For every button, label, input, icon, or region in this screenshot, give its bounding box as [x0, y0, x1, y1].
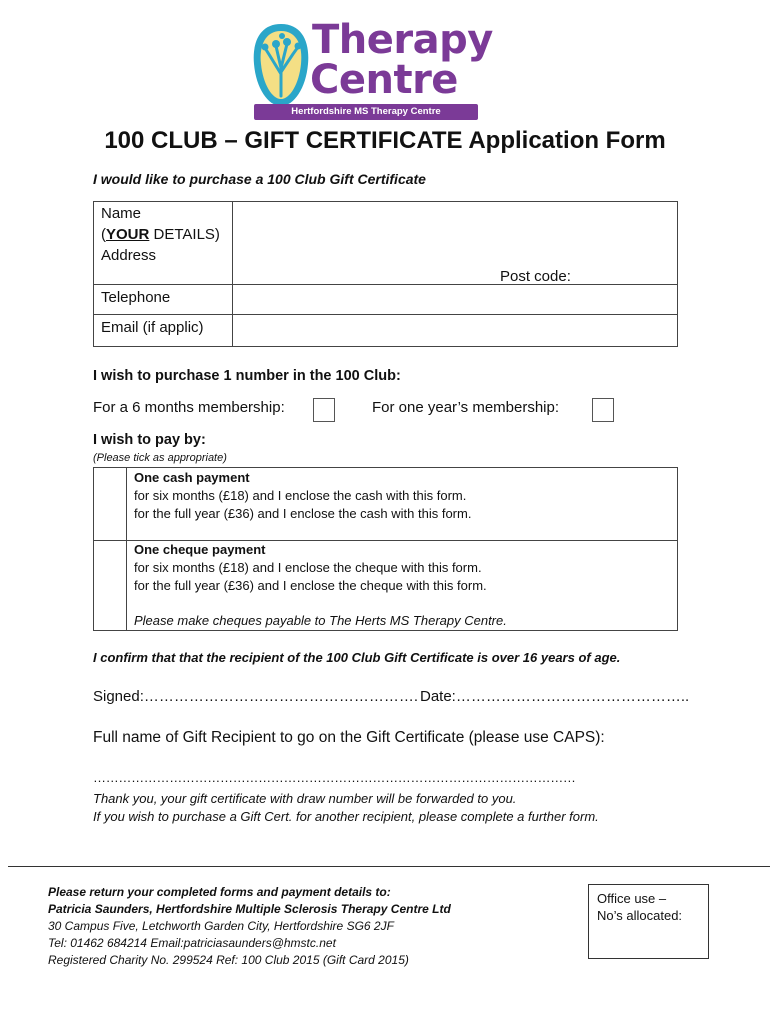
email-field[interactable] — [233, 315, 677, 346]
cheque-full-year: for the full year (£36) and I enclose the cheque with this form. — [134, 578, 487, 593]
logo-word-centre: Centre — [310, 57, 458, 103]
postcode-label: Post code: — [500, 268, 571, 285]
telephone-field[interactable] — [233, 285, 677, 314]
six-months-checkbox[interactable] — [313, 398, 335, 422]
thanks-line-1: Thank you, your gift certificate with draw number will be forwarded to you. — [93, 791, 517, 806]
cash-full-year: for the full year (£36) and I enclose the cash with this form. — [134, 506, 472, 521]
cash-tick-box[interactable] — [94, 468, 126, 540]
payment-table — [93, 467, 678, 631]
date-line[interactable]: Date:……………………………………….. — [420, 688, 690, 705]
tree-icon — [252, 22, 310, 108]
charity-reference: Registered Charity No. 299524 Ref: 100 Club 2015 (Gift Card 2015) — [48, 953, 409, 967]
cheque-six-months: for six months (£18) and I enclose the cheque with this form. — [134, 560, 482, 575]
one-year-checkbox[interactable] — [592, 398, 614, 422]
pay-heading: I wish to pay by: — [93, 432, 206, 448]
cash-six-months: for six months (£18) and I enclose the cash with this form. — [134, 488, 467, 503]
recipient-name-line[interactable]: …………………………………………………………………………………………………… — [93, 770, 576, 785]
thanks-line-2: If you wish to purchase a Gift Cert. for another recipient, please complete a further form. — [93, 809, 599, 824]
six-months-label: For a 6 months membership: — [93, 399, 285, 416]
purchase-heading: I wish to purchase 1 number in the 100 Club: — [93, 368, 401, 384]
payment-column-divider — [126, 468, 127, 630]
cash-title: One cash payment — [134, 470, 250, 485]
cheque-payable-note: Please make cheques payable to The Herts MS Therapy Centre. — [134, 613, 507, 628]
cheque-title: One cheque payment — [134, 542, 266, 557]
intro-text: I would like to purchase a 100 Club Gift Certificate — [93, 171, 426, 187]
name-address-field[interactable] — [233, 202, 677, 284]
return-address-block — [48, 884, 451, 969]
name-label: Name — [101, 205, 142, 222]
your-details-label — [101, 224, 220, 245]
logo-banner: Hertfordshire MS Therapy Centre — [254, 104, 478, 120]
cheque-tick-box[interactable] — [94, 541, 126, 630]
your-open: ( — [101, 226, 106, 243]
logo-word-therapy: Therapy — [312, 17, 493, 63]
page-title: 100 CLUB – GIFT CERTIFICATE Application Form — [104, 127, 666, 154]
details-table — [93, 201, 678, 347]
email-label: Email (if applic) — [101, 319, 204, 336]
office-use-box — [588, 884, 709, 959]
numbers-allocated-label: No’s allocated: — [597, 908, 683, 923]
address-label: Address — [101, 247, 157, 264]
tick-note: (Please tick as appropriate) — [93, 452, 227, 464]
footer-divider — [8, 866, 770, 867]
one-year-label: For one year’s membership: — [372, 399, 560, 416]
office-use-label: Office use – — [597, 891, 667, 906]
return-address: 30 Campus Five, Letchworth Garden City, Hertfordshire SG6 2JF — [48, 919, 394, 933]
return-recipient-name: Patricia Saunders, Hertfordshire Multiple Sclerosis Therapy Centre Ltd — [48, 902, 451, 916]
recipient-label: Full name of Gift Recipient to go on the Gift Certificate (please use CAPS): — [93, 729, 605, 746]
return-instruction: Please return your completed forms and payment details to: — [48, 885, 391, 899]
your-emphasis: YOUR — [106, 226, 150, 243]
therapy-centre-logo — [252, 17, 493, 122]
signed-line[interactable]: Signed:………………………………………………. — [93, 688, 419, 705]
age-confirmation: I confirm that that the recipient of the 100 Club Gift Certificate is over 16 years of age. — [93, 650, 621, 665]
your-close: DETAILS) — [149, 226, 220, 243]
return-contact: Tel: 01462 684214 Email:patriciasaunders@hmstc.net — [48, 936, 336, 950]
telephone-label: Telephone — [101, 289, 171, 306]
